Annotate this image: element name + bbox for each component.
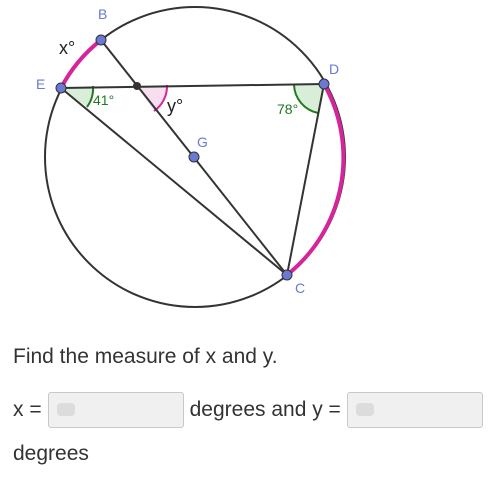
input-placeholder-mark [356, 403, 374, 416]
point-E [56, 83, 66, 93]
answer-row [13, 390, 489, 430]
label-C: C [295, 280, 306, 296]
point-C [282, 270, 292, 280]
angle-E-label: 41° [93, 92, 115, 108]
point-G [189, 152, 199, 162]
x-answer-input[interactable] [48, 392, 184, 428]
var-y-label: y° [167, 96, 184, 116]
label-E: E [36, 76, 46, 92]
middle-text: degrees and y = [189, 398, 341, 421]
label-B: B [98, 6, 108, 22]
x-prefix: x = [13, 398, 42, 421]
label-G: G [197, 134, 208, 150]
y-answer-input[interactable] [347, 392, 483, 428]
point-D [319, 79, 329, 89]
question-text: Find the measure of x and y. [13, 345, 278, 368]
label-D: D [329, 61, 340, 77]
segment-ED [61, 84, 324, 88]
input-placeholder-mark [57, 403, 75, 416]
segment-EC [61, 88, 287, 275]
point-B [96, 35, 106, 45]
suffix-text: degrees [13, 442, 89, 465]
angle-y-wedge [137, 85, 167, 111]
intersection-point [133, 82, 141, 90]
angle-D-label: 78° [277, 101, 299, 117]
var-x-label: x° [59, 38, 76, 58]
